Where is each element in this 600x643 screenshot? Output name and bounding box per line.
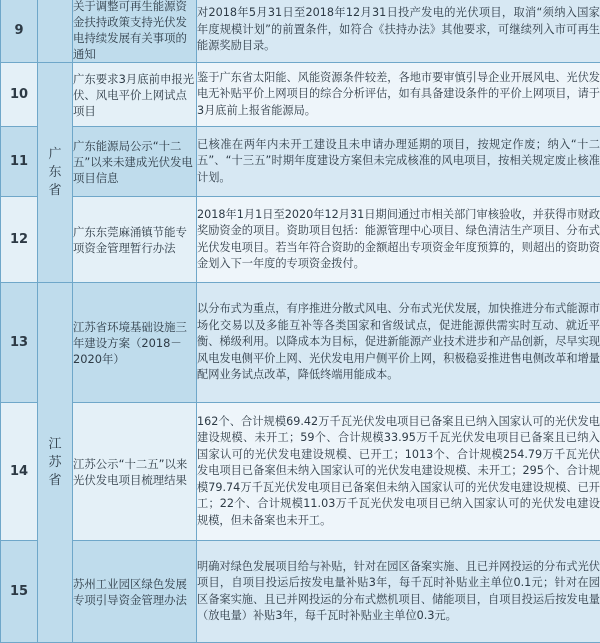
policy-title: 江苏公示“十二五”以来光伏发电项目梳理结果 <box>73 403 197 541</box>
policy-title: 广东能源局公示“十二五”以来未建成光伏发电项目信息 <box>73 127 197 197</box>
policy-description: 已核准在两年内未开工建设且未申请办理延期的项目，按规定作废；纳入“十二五”、“十三五”时期年度建设方案但未完成核准的风电项目，按相关规定废止核准计划。 <box>197 127 600 197</box>
table-row <box>1 127 600 197</box>
policy-description: 对2018年5月31日至2018年12月31日投产发电的光伏项目，取消“须纳入国家年度规模计划”的前置条件，如符合《扶持办法》其他要求，可继续列入市可再生能源奖励目录。 <box>197 0 600 63</box>
province-cell-empty <box>38 0 73 63</box>
table-row <box>1 541 600 643</box>
policy-title: 江苏省环境基础设施三年建设方案（2018－2020年） <box>73 283 197 403</box>
table-row <box>1 0 600 63</box>
policy-description: 162个、合计规模69.42万千瓦光伏发电项目已备案且已纳入国家认可的光伏发电建设规模、未开工；59个、合计规模33.95万千瓦光伏发电项目已备案且已纳入国家认可的光伏发电建设规模、已开工；1013个、合计规模254.79万千瓦光伏发电项目已备案但未纳入国家认可的光伏发电建设规模、未开工；295个、合计规模79.74万千瓦光伏发电项目已备案但未纳入国家认可的光伏发电建设规模、已开工；22个、合计规模11.03万千瓦光伏发电项目已纳入国家认可的光伏发电建设规模，但未备案也未开工。 <box>197 403 600 541</box>
table-row <box>1 283 600 403</box>
province-label: 广东省 <box>47 146 63 200</box>
policy-title: 广东要求3月底前申报光伏、风电平价上网试点项目 <box>73 63 197 127</box>
policy-description: 明确对绿色发展项目给与补贴，针对在园区备案实施、且已并网投运的分布式光伏项目，自项目投运后按发电量补贴3年，每千瓦时补贴业主单位0.1元；针对在园区备案实施、且已并网投运的分布式燃机项目、储能项目，自项目投运后按发电量（放电量）补贴3年，每千瓦时补贴业主单位0.3元。 <box>197 541 600 643</box>
table-row <box>1 63 600 127</box>
policy-description: 2018年1月1日至2020年12月31日期间通过市相关部门审核验收，并获得市财政奖励资金的项目。资助项目包括：能源管理中心项目、绿色清洁生产项目、分布式光伏发电项目。若当年符合资助的金额超出专项资金年度预算的，则超出的资助资金划入下一年度的专项资金拨付。 <box>197 197 600 283</box>
province-cell-guangdong <box>38 63 73 283</box>
row-number: 13 <box>1 283 38 403</box>
policy-description: 以分布式为重点，有序推进分散式风电、分布式光伏发展，加快推进分布式能源市场化交易以及多能互补等各类国家和省级试点，促进能源供需实时互动、就近平衡、梯级利用。以降成本为目标，促进新能源产业技术进步和产品创新，尽早实现风电发电侧平价上网、光伏发电用户侧平价上网，积极稳妥推进售电侧改革和增量配网业务试点改革，降低终端用能成本。 <box>197 283 600 403</box>
row-number: 12 <box>1 197 38 283</box>
row-number: 9 <box>1 0 38 63</box>
province-label: 江苏省 <box>47 436 63 490</box>
policy-title: 广东东莞麻涌镇节能专项资金管理暂行办法 <box>73 197 197 283</box>
row-number: 10 <box>1 63 38 127</box>
policy-title: 苏州工业园区绿色发展专项引导资金管理办法 <box>73 541 197 643</box>
province-cell-jiangsu <box>38 283 73 643</box>
table-row <box>1 197 600 283</box>
policy-description: 鉴于广东省太阳能、风能资源条件较差，各地市要审慎引导企业开展风电、光伏发电无补贴平价上网项目的综合分析评估，如有具备建设条件的平价上网项目，请于3月底前上报省能源局。 <box>197 63 600 127</box>
table-row <box>1 403 600 541</box>
policy-title: 关于调整可再生能源资金扶持政策支持光伏发电持续发展有关事项的通知 <box>73 0 197 63</box>
row-number: 15 <box>1 541 38 643</box>
row-number: 14 <box>1 403 38 541</box>
row-number: 11 <box>1 127 38 197</box>
